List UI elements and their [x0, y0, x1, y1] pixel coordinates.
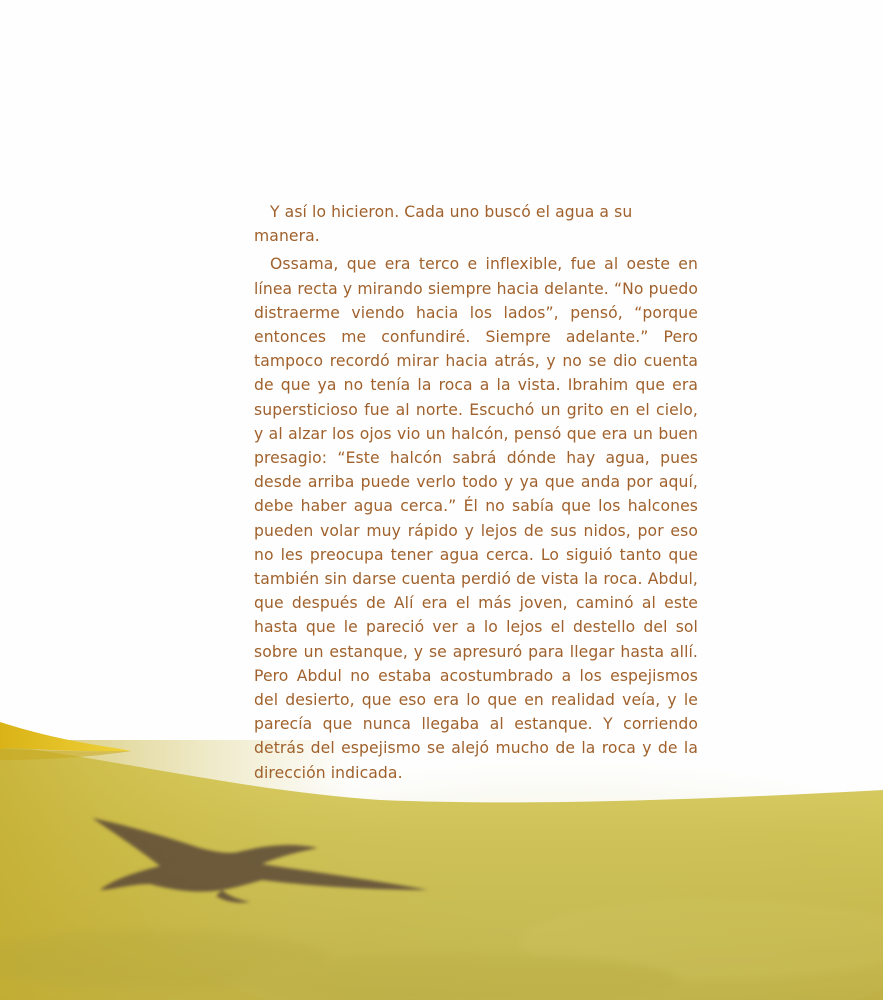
story-paragraph-2: Ossama, que era terco e inflexible, fue al oeste en línea recta y mirando siempre hacia delante. “No puedo distraerme viendo hacia los lados”, pensó, “porque entonces me confundiré. Siempre adelante.” Pero tampoco recordó mirar hacia atrás, y no se dio cuenta de que ya no tenía la roca a la vista. Ibrahim que era supersticioso fue al norte. Escuchó un grito en el cielo, y al alzar los ojos vio un halcón, pensó que era un buen presagio: “Este halcón sabrá dónde hay agua, pues desde arriba puede verlo todo y ya que anda por aquí, debe haber agua cerca.” Él no sabía que los halcones pueden volar muy rápido y lejos de sus nidos, por eso no les preocupa tener agua cerca. Lo siguió tanto que también sin darse cuenta perdió de vista la roca. Abdul, que después de Alí era el más joven, caminó al este hasta que le pareció ver a lo lejos el destello del sol sobre un estanque, y se apresuró para llegar hasta allí. Pero Abdul no estaba acostumbrado a los espejismos del desierto, que eso era lo que en realidad veía, y le parecía que nunca llegaba al estanque. Y corriendo detrás del espejismo se alejó mucho de la roca y de la dirección indicada.: [254, 255, 698, 782]
story-paragraph-1: Y así lo hicieron. Cada uno buscó el agua a su manera.: [254, 203, 633, 246]
story-text: [254, 200, 698, 789]
